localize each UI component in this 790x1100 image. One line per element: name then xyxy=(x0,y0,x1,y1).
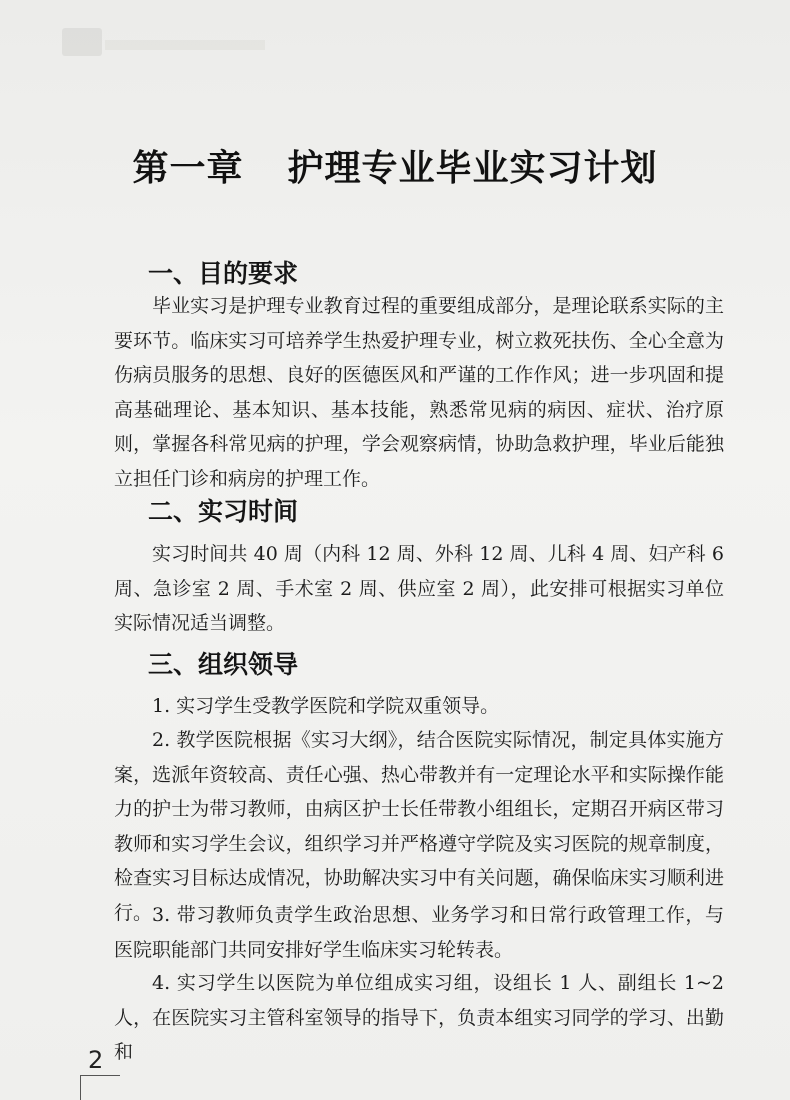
paragraph-organization-4: 4. 实习学生以医院为单位组成实习组，设组长 1 人、副组长 1~2 人，在医院实习主管科室领导的指导下，负责本组实习同学的学习、出勤和 xyxy=(114,972,724,1063)
paragraph-purpose: 毕业实习是护理专业教育过程的重要组成部分，是理论联系实际的主要环节。临床实习可培养学生热爱护理专业，树立救死扶伤、全心全意为伤病员服务的思想、良好的医德医风和严谨的工作作风；进一步巩固和提高基础理论、基本知识、基本技能，熟悉常见病的病因、症状、治疗原则，掌握各科常见病的护理，学会观察病情，协助急救护理，毕业后能独立担任门诊和病房的护理工作。 xyxy=(114,295,724,490)
paragraph-organization-3: 3. 带习教师负责学生政治思想、业务学习和日常行政管理工作，与医院职能部门共同安排好学生临床实习轮转表。 xyxy=(114,904,724,961)
paragraph-organization-1: 1. 实习学生受教学医院和学院双重领导。 xyxy=(152,695,500,717)
bleed-through-header xyxy=(105,40,265,50)
chapter-number: 第一章 xyxy=(132,148,244,189)
bleed-through-mark xyxy=(62,28,102,56)
chapter-title-text: 护理专业毕业实习计划 xyxy=(287,148,658,189)
section-heading-organization: 三、组织领导 xyxy=(148,650,299,679)
section-heading-duration: 二、实习时间 xyxy=(148,497,299,526)
section-heading-purpose: 一、目的要求 xyxy=(148,259,299,288)
chapter-title xyxy=(0,140,790,191)
paragraph-organization-2: 2. 教学医院根据《实习大纲》，结合医院实际情况，制定具体实施方案，选派年资较高、责任心强、热心带教并有一定理论水平和实际操作能力的护士为带习教师，由病区护士长任带教小组组长，定期召开病区带习教师和实习学生会议，组织学习并严格遵守学院及实习医院的规章制度，检查实习目标达成情况，协助解决实习中有关问题，确保临床实习顺利进行。 xyxy=(114,729,724,924)
page-number: 2 xyxy=(88,1046,104,1074)
page-corner-rule xyxy=(80,1075,120,1076)
paragraph-duration: 实习时间共 40 周（内科 12 周、外科 12 周、儿科 4 周、妇产科 6 周、急诊室 2 周、手术室 2 周、供应室 2 周），此安排可根据实习单位实际情况适当调整。 xyxy=(114,543,724,634)
page-corner-rule xyxy=(80,1075,81,1100)
